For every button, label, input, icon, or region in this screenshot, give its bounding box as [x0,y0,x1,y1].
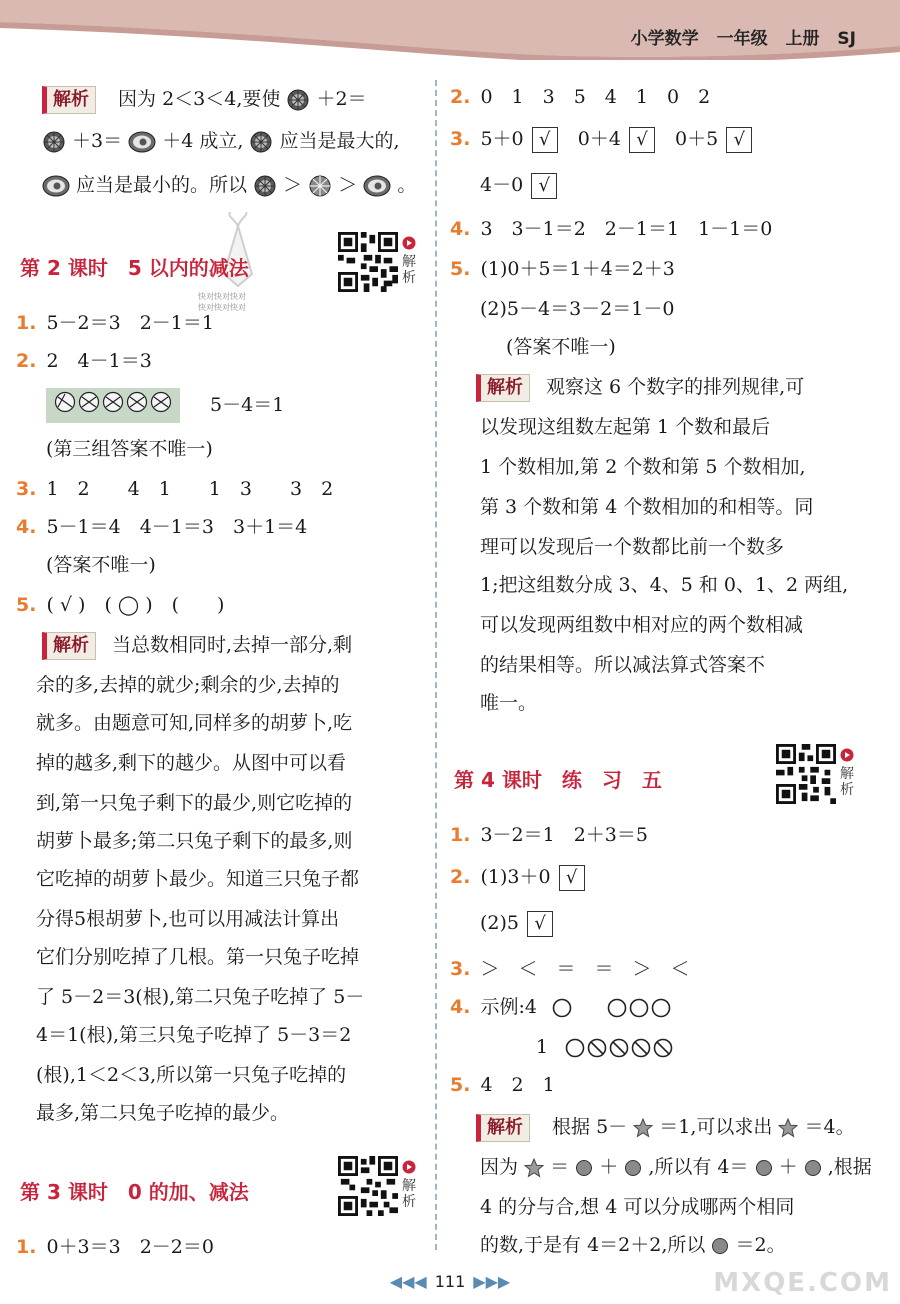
section-title-lesson-3: 第 3 课时 0 的加、减法 [20,1180,249,1204]
page-number: 111 [434,1272,466,1291]
analysis-line: 余的多,去掉的就少;剩余的少,去掉的 [36,674,340,696]
star-icon [524,1158,544,1178]
analysis-line: 解析 根据 5－ ＝1,可以求出 ＝4。 [476,1114,855,1142]
analysis-line: 唯一。 [480,692,538,714]
qr-label: 解析 [840,766,854,798]
check-box: √ [532,127,558,153]
answer-line: 5. 4 2 1 [450,1074,555,1096]
site-watermark: MXQE.COM [713,1268,892,1298]
analysis-line: 就多。由题意可知,同样多的胡萝卜,吃 [36,712,353,734]
answer-line: 1. 5－2＝3 2－1＝1 [16,312,214,334]
dot-icon [711,1237,729,1255]
answer-note: (答案不唯一) [46,554,156,576]
dot-icon [804,1159,822,1177]
analysis-line: (根),1＜2＜3,所以第一只兔子吃掉的 [36,1064,347,1086]
qr-code-icon[interactable] [338,1156,398,1216]
answer-line: 2. (1)3＋0 √ [450,864,585,891]
star-icon [633,1118,653,1138]
header-subject: 小学数学 [630,29,699,49]
header-volume: 上册 [785,29,820,49]
analysis-line: 1 个数相加,第 2 个数和第 5 个数相加, [480,456,806,478]
answer-line: 2. 0 1 3 5 4 1 0 2 [450,86,711,108]
analysis-tag: 解析 [476,374,530,402]
answer-note: (第三组答案不唯一) [46,438,213,460]
analysis-line: 分得5根胡萝卜,也可以用减法计算出 [36,908,340,930]
analysis-line: 4 的分与合,想 4 可以分成哪两个相同 [480,1196,795,1218]
volleyball-icon [54,391,172,413]
qr-code-icon[interactable] [776,744,836,804]
answer-line: 5. ( √ ) ( ◯ ) ( ) [16,594,225,616]
answer-line: (2)5－4＝3－2＝1－0 [480,298,675,320]
analysis-tag: 解析 [42,86,96,114]
analysis-line: 解析 当总数相同时,去掉一部分,剩 [42,632,352,660]
check-box: √ [559,865,585,891]
analysis-line: 因为 ＝ ＋ ,所以有 4＝ ＋ ,根据 [480,1156,872,1178]
intro-line-2: ＋3＝ ＋4 成立, 应当是最大的, [42,128,400,154]
answer-line: 1 [536,1034,684,1060]
play-icon [402,1160,416,1174]
header-edition: SJ [837,29,856,49]
check-box: √ [726,127,752,153]
avocado-icon [42,175,70,197]
analysis-line: 的数,于是有 4＝2＋2,所以 ＝2。 [480,1234,786,1256]
answer-line: 3. 5＋0 √ 0＋4 √ 0＋5 √ [450,126,752,153]
answer-line: 1. 0＋3＝3 2－2＝0 [16,1236,214,1258]
dot-icon [755,1159,773,1177]
orange-icon [308,174,332,198]
analysis-line: 最多,第二只兔子吃掉的最少。 [36,1102,290,1124]
avocado-icon [128,131,156,153]
analysis-line: 1;把这组数分成 3、4、5 和 0、1、2 两组, [480,574,849,596]
qr-label: 解析 [402,254,416,286]
dot-icon [575,1159,593,1177]
analysis-line: 它吃掉的胡萝卜最少。知道三只兔子都 [36,868,360,890]
analysis-tag: 解析 [476,1114,530,1142]
melon-icon [253,174,277,198]
analysis-line: 到,第一只兔子剩下的最少,则它吃掉的 [36,792,353,814]
melon-icon [42,130,66,154]
qr-label: 解析 [402,1178,416,1210]
page-prev-arrows-icon: ◀◀◀ [389,1272,427,1291]
analysis-line: 的结果相等。所以减法算式答案不 [480,654,766,676]
check-box: √ [531,173,557,199]
answer-line: 4. 示例:4 [450,994,691,1020]
header-grade: 一年级 [716,29,768,49]
section-title-lesson-4: 第 4 课时 练 习 五 [454,768,662,792]
analysis-line: 以发现这组数左起第 1 个数和最后 [480,416,771,438]
avocado-icon [363,175,391,197]
answer-line: 1. 3－2＝1 2＋3＝5 [450,824,648,846]
play-icon [840,748,854,762]
melon-icon [286,88,310,112]
answer-line: 5－4＝1 [46,388,284,423]
watermark-text-2: 快对快对快对 [198,303,246,312]
analysis-line: 理可以发现后一个数都比前一个数多 [480,536,785,558]
section-title-lesson-2: 第 2 课时 5 以内的减法 [20,256,249,280]
crossed-circles-figure [564,1037,684,1059]
answer-line: 2. 2 4－1＝3 [16,350,152,372]
page-header [619,24,856,49]
answer-line: 4－0 √ [480,172,557,199]
analysis-line: 解析 观察这 6 个数字的排列规律,可 [476,374,804,402]
dot-icon [624,1159,642,1177]
analysis-line: 可以发现两组数中相对应的两个数相减 [480,614,804,636]
answer-line: 3. ＞ ＜ ＝ ＝ ＞ ＜ [450,958,690,980]
page-next-arrows-icon: ▶▶▶ [473,1272,511,1291]
play-icon [402,236,416,250]
circles-figure [551,997,691,1019]
analysis-line: 它们分别吃掉了几根。第一只兔子吃掉 [36,946,360,968]
analysis-line: 第 3 个数和第 4 个数相加的和相等。同 [480,496,814,518]
intro-line-1: 解析 因为 2＜3＜4,要使 ＋2＝ [42,86,367,114]
intro-line-3: 应当是最小的。所以 ＞ ＞ 。 [42,172,416,198]
analysis-line: 了 5－2＝3(根),第二只兔子吃掉了 5－ [36,986,365,1008]
check-box: √ [527,911,553,937]
check-box: √ [629,127,655,153]
analysis-line: 4＝1(根),第三只兔子吃掉了 5－3＝2 [36,1024,352,1046]
qr-code-icon[interactable] [338,232,398,292]
melon-icon [249,130,273,154]
watermark-text-1: 快对快对快对 [198,292,246,301]
answer-line: (2)5 √ [480,910,553,937]
column-divider [435,80,437,1250]
answer-line: 5. (1)0＋5＝1＋4＝2＋3 [450,258,675,280]
answer-line: 4. 5－1＝4 4－1＝3 3＋1＝4 [16,516,308,538]
answer-line: 3. 1 2 4 1 1 3 3 2 [16,478,334,500]
star-icon [778,1118,798,1138]
analysis-tag: 解析 [42,632,96,660]
analysis-line: 胡萝卜最多;第二只兔子剩下的最多,则 [36,830,353,852]
answer-note: (答案不唯一) [506,336,616,358]
answer-line: 4. 3 3－1＝2 2－1＝1 1－1＝0 [450,218,773,240]
analysis-line: 掉的越多,剩下的越少。从图中可以看 [36,752,347,774]
ball-group-image [46,388,180,423]
